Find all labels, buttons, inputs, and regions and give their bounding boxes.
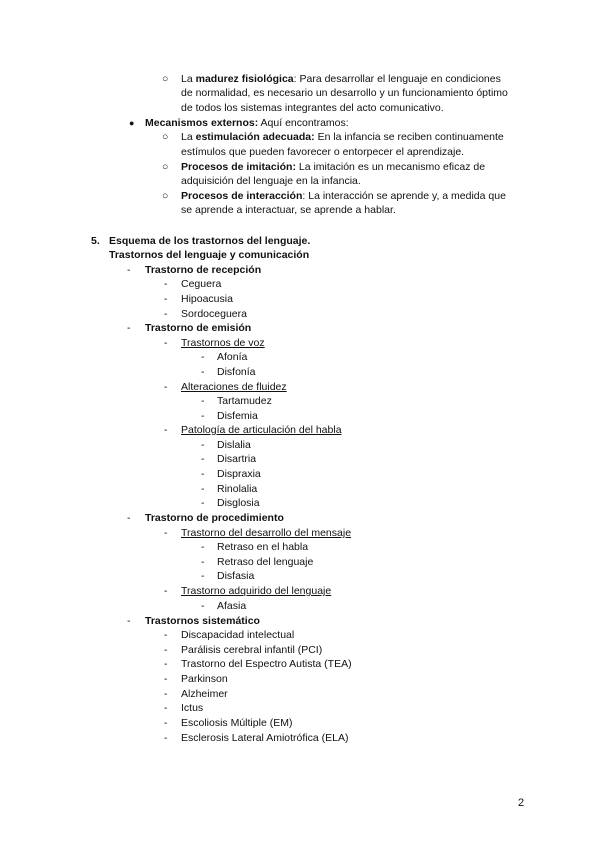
dash-marker: -: [127, 264, 131, 276]
dash-marker: -: [164, 527, 168, 539]
madurez-term: madurez fisiológica: [195, 73, 294, 85]
dash-marker: -: [201, 410, 205, 422]
list-item: Trastorno del Espectro Autista (TEA): [181, 658, 352, 670]
list-item: Retraso del lenguaje: [217, 556, 314, 568]
dash-marker: -: [164, 658, 168, 670]
list-item: Esclerosis Lateral Amiotrófica (ELA): [181, 732, 349, 744]
subcategory-desarrollo: Trastorno del desarrollo del mensaje: [181, 527, 352, 539]
dash-marker: -: [164, 629, 168, 641]
list-item: Disglosia: [217, 497, 260, 509]
imitacion-term: Procesos de imitación:: [181, 161, 296, 173]
dash-marker: -: [164, 702, 168, 714]
dash-marker: -: [164, 278, 168, 290]
list-item: Disfemia: [217, 410, 258, 422]
category-recepcion: Trastorno de recepción: [145, 264, 262, 276]
dash-marker: -: [164, 673, 168, 685]
dash-marker: -: [164, 688, 168, 700]
subcategory-adquirido: Trastorno adquirido del lenguaje: [181, 585, 332, 597]
dash-marker: -: [201, 497, 205, 509]
estimulacion-line-2: estímulos que pueden favorecer o entorpecer el aprendizaje.: [181, 146, 465, 158]
section-number: 5.: [91, 235, 100, 247]
interaccion-line-2: se aprende a interactuar, se aprende a hablar.: [181, 204, 396, 216]
list-item: Ceguera: [181, 278, 222, 290]
dash-marker: -: [127, 322, 131, 334]
section-title: Esquema de los trastornos del lenguaje.: [109, 235, 311, 247]
dash-marker: -: [201, 366, 205, 378]
dash-marker: -: [164, 585, 168, 597]
interaccion-rest: : La interacción se aprende y, a medida que: [302, 190, 506, 202]
circle-bullet-marker: ○: [162, 190, 169, 202]
subcategory-articulacion: Patología de articulación del habla: [181, 424, 342, 436]
list-item: Disartria: [217, 453, 257, 465]
dash-marker: -: [164, 717, 168, 729]
subcategory-fluidez: Alteraciones de fluidez: [181, 381, 287, 393]
list-item: Ictus: [181, 702, 204, 714]
mecanismos-rest: Aquí encontramos:: [258, 117, 349, 129]
dash-marker: -: [164, 308, 168, 320]
section-subtitle: Trastornos del lenguaje y comunicación: [109, 249, 310, 261]
list-item: Parálisis cerebral infantil (PCI): [181, 644, 323, 656]
madurez-line-1: [181, 72, 501, 86]
dash-marker: -: [201, 453, 205, 465]
list-item: Discapacidad intelectual: [181, 629, 295, 641]
list-item: Escoliosis Múltiple (EM): [181, 717, 293, 729]
dash-marker: -: [164, 424, 168, 436]
subcategory-voz: Trastornos de voz: [181, 337, 265, 349]
dash-marker: -: [164, 293, 168, 305]
madurez-pre: La: [181, 73, 196, 85]
list-item: Alzheimer: [181, 688, 228, 700]
imitacion-line-1: [181, 160, 485, 174]
madurez-line-3: de todos los sistemas integrantes del acto comunicativo.: [181, 102, 444, 114]
dash-marker: -: [164, 732, 168, 744]
interaccion-line-1: [181, 189, 506, 203]
madurez-line-2: de normalidad, es necesario un desarrollo y un funcionamiento óptimo: [181, 87, 508, 99]
list-item: Disfasia: [217, 570, 255, 582]
estimulacion-pre: La: [181, 131, 196, 143]
category-emision: Trastorno de emisión: [145, 322, 252, 334]
dash-marker: -: [201, 570, 205, 582]
list-item: Hipoacusia: [181, 293, 233, 305]
page-number: 2: [518, 797, 525, 809]
estimulacion-term: estimulación adecuada:: [195, 131, 315, 143]
circle-bullet-marker: ○: [162, 73, 169, 85]
list-item: Retraso en el habla: [217, 541, 309, 553]
imitacion-line-2: adquisición del lenguaje en la infancia.: [181, 175, 361, 187]
dash-marker: -: [164, 381, 168, 393]
category-sistematico: Trastornos sistemático: [145, 615, 260, 627]
dash-marker: -: [201, 600, 205, 612]
imitacion-rest: La imitación es un mecanismo eficaz de: [295, 161, 486, 173]
dash-marker: -: [127, 615, 131, 627]
category-procedimiento: Trastorno de procedimiento: [145, 512, 284, 524]
dash-marker: -: [164, 337, 168, 349]
dash-marker: -: [201, 556, 205, 568]
dash-marker: -: [201, 541, 205, 553]
dash-marker: -: [127, 512, 131, 524]
circle-bullet-marker: ○: [162, 131, 169, 143]
interaccion-term: Procesos de interacción: [181, 190, 303, 202]
dash-marker: -: [201, 395, 205, 407]
dash-marker: -: [201, 468, 205, 480]
disc-bullet-marker: ●: [129, 118, 135, 128]
dash-marker: -: [201, 483, 205, 495]
list-item: Parkinson: [181, 673, 228, 685]
list-item: Dislalia: [217, 439, 251, 451]
madurez-rest: : Para desarrollar el lenguaje en condiciones: [293, 73, 501, 85]
dash-marker: -: [201, 439, 205, 451]
mecanismos-line: [145, 116, 349, 130]
dash-marker: -: [201, 351, 205, 363]
list-item: Tartamudez: [217, 395, 272, 407]
list-item: Disfonía: [217, 366, 256, 378]
list-item: Afasia: [217, 600, 247, 612]
dash-marker: -: [164, 644, 168, 656]
list-item: Rinolalia: [217, 483, 258, 495]
circle-bullet-marker: ○: [162, 161, 169, 173]
mecanismos-term: Mecanismos externos:: [145, 117, 259, 129]
list-item: Dispraxia: [217, 468, 261, 480]
estimulacion-rest: En la infancia se reciben continuamente: [314, 131, 504, 143]
list-item: Afonía: [217, 351, 248, 363]
estimulacion-line-1: [181, 130, 504, 144]
list-item: Sordoceguera: [181, 308, 247, 320]
